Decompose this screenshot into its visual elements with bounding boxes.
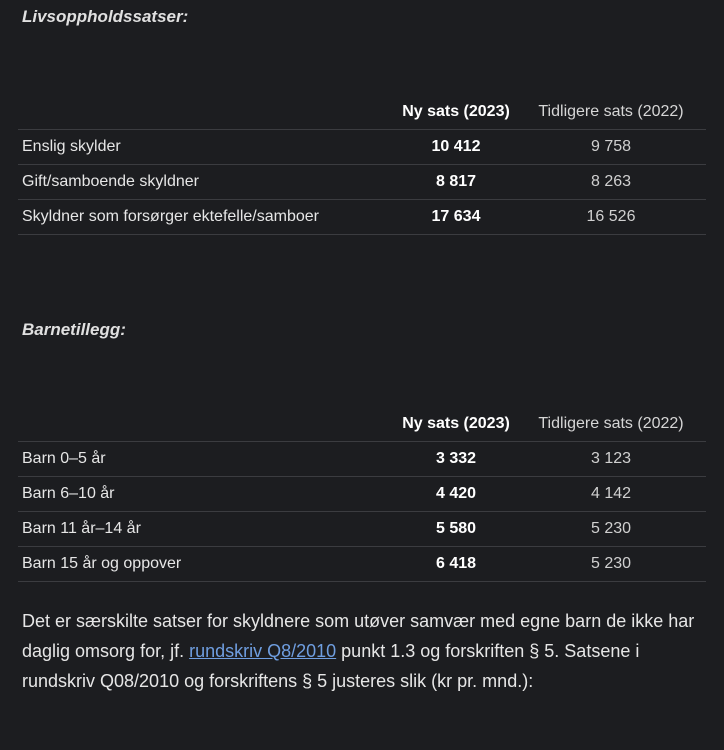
new-rate-cell: 3 332 <box>396 442 516 477</box>
rundskriv-link[interactable]: rundskriv Q8/2010 <box>189 641 337 661</box>
row-label: Barn 6–10 år <box>18 477 396 512</box>
child-supplement-heading: Barnetillegg: <box>22 320 126 339</box>
new-rate-cell: 10 412 <box>396 130 516 165</box>
old-rate-column-header: Tidligere sats (2022) <box>516 95 706 130</box>
new-rate-cell: 5 580 <box>396 512 516 547</box>
table-row <box>18 200 706 235</box>
living-rates-table <box>18 95 706 235</box>
row-label: Barn 11 år–14 år <box>18 512 396 547</box>
table-row <box>18 477 706 512</box>
table-row <box>18 547 706 582</box>
new-rate-column-header: Ny sats (2023) <box>396 95 516 130</box>
row-label: Gift/samboende skyldner <box>18 165 396 200</box>
new-rate-cell: 8 817 <box>396 165 516 200</box>
old-rate-cell: 5 230 <box>516 547 706 582</box>
child-rates-table <box>18 407 706 582</box>
table-row <box>18 165 706 200</box>
table-header-row <box>18 407 706 442</box>
paragraph-text-start: Det er særskilte satser for skyldnere som utøver samvær med egne barn de ikke har daglig omsorg for, jf. <box>22 611 695 661</box>
table-header-row <box>18 95 706 130</box>
row-label: Barn 15 år og oppover <box>18 547 396 582</box>
old-rate-cell: 5 230 <box>516 512 706 547</box>
table-row <box>18 512 706 547</box>
old-rate-cell: 8 263 <box>516 165 706 200</box>
new-rate-cell: 4 420 <box>396 477 516 512</box>
row-label: Enslig skylder <box>18 130 396 165</box>
label-column-header <box>18 95 396 130</box>
old-rate-cell: 16 526 <box>516 200 706 235</box>
new-rate-cell: 6 418 <box>396 547 516 582</box>
old-rate-cell: 9 758 <box>516 130 706 165</box>
label-column-header <box>18 407 396 442</box>
new-rate-column-header: Ny sats (2023) <box>396 407 516 442</box>
old-rate-column-header: Tidligere sats (2022) <box>516 407 706 442</box>
row-label: Barn 0–5 år <box>18 442 396 477</box>
table-row <box>18 442 706 477</box>
paragraph-text-end: punkt 1.3 og forskriften § 5. Satsene i rundskriv Q08/2010 og forskriftens § 5 justeres slik (kr pr. mnd.): <box>22 641 640 691</box>
row-label: Skyldner som forsørger ektefelle/samboer <box>18 200 396 235</box>
living-heading: Livsoppholdssatser: <box>22 7 189 26</box>
old-rate-cell: 3 123 <box>516 442 706 477</box>
old-rate-cell: 4 142 <box>516 477 706 512</box>
table-row <box>18 130 706 165</box>
info-paragraph <box>22 606 706 696</box>
new-rate-cell: 17 634 <box>396 200 516 235</box>
